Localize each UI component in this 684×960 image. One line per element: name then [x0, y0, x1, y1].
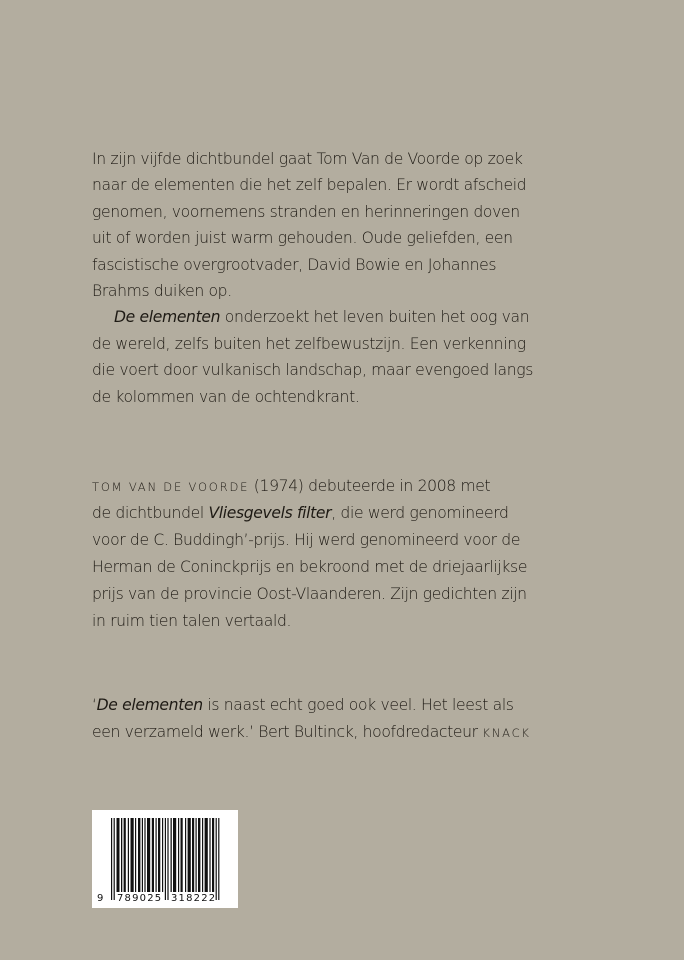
blurb-line: die voert door vulkanisch landschap, maar evengoed langs — [92, 361, 534, 379]
quote-source: KNACK — [482, 726, 531, 740]
bio-text: de dichtbundel — [92, 504, 209, 522]
debut-title-italic: Vliesgevels filter — [208, 504, 332, 522]
quote-text: is naast echt goed ook veel. Het leest als — [202, 696, 514, 714]
blurb-line: de wereld, zelfs buiten het zelfbewustzijn. Een verkenning — [92, 335, 526, 353]
quote-line — [92, 698, 514, 714]
quote-line — [92, 725, 531, 741]
blurb-line: Brahms duiken op. — [92, 282, 232, 300]
blurb-line: genomen, voornemens stranden en herinneringen doven — [92, 203, 520, 221]
book-title-italic: De elementen — [114, 308, 221, 326]
blurb-line: fascistische overgrootvader, David Bowie en Johannes — [92, 256, 497, 274]
bio-text: , die werd genomineerd — [331, 504, 509, 522]
blurb-line: naar de elementen die het zelf bepalen. Er wordt afscheid — [92, 176, 527, 194]
barcode-left-digits: 789025 — [117, 893, 163, 904]
blurb-line: de kolommen van de ochtendkrant. — [92, 388, 360, 406]
quote-book-title: De elementen — [96, 696, 203, 714]
blurb-text: onderzoekt het leven buiten het oog van — [220, 308, 530, 326]
bio-line: voor de C. Buddingh’-prijs. Hij werd genomineerd voor de — [92, 531, 521, 549]
quote-text: een verzameld werk.’ Bert Bultinck, hoofdredacteur — [92, 723, 483, 741]
bio-line — [92, 479, 490, 495]
bio-line: in ruim tien talen vertaald. — [92, 612, 292, 630]
isbn-barcode — [92, 810, 238, 908]
barcode-bars — [92, 818, 238, 900]
barcode-first-digit: 9 — [97, 893, 104, 904]
bio-text: (1974) debuteerde in 2008 met — [249, 477, 491, 495]
blurb-line: uit of worden juist warm gehouden. Oude geliefden, een — [92, 229, 513, 247]
bio-line: prijs van de provincie Oost-Vlaanderen. Zijn gedichten zijn — [92, 585, 527, 603]
quote-open-mark: ‘ — [92, 696, 97, 714]
bio-line: Herman de Coninckprijs en bekroond met de driejaarlijkse — [92, 558, 528, 576]
bio-line — [92, 506, 509, 522]
blurb-line: In zijn vijfde dichtbundel gaat Tom Van de Voorde op zoek — [92, 150, 523, 168]
blurb-line — [92, 310, 529, 326]
barcode-right-digits: 318222 — [171, 893, 217, 904]
author-name: TOM VAN DE VOORDE — [92, 480, 250, 494]
